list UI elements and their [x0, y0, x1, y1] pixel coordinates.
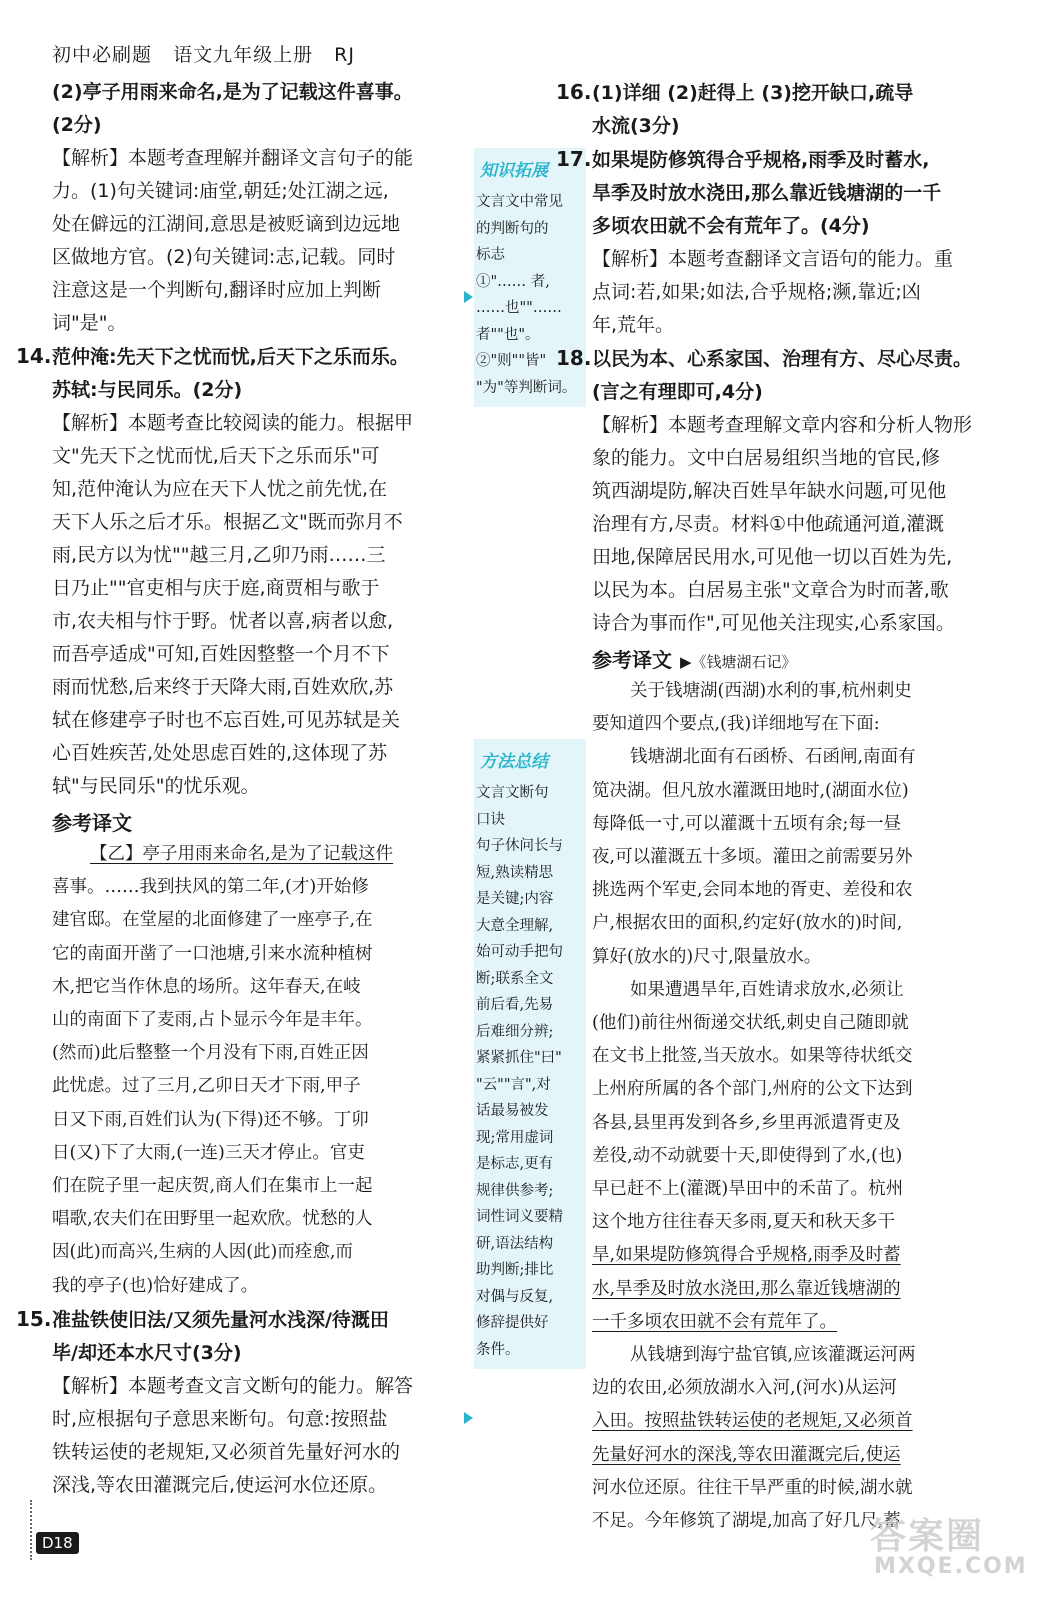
method-line: 研,语法结构: [476, 1235, 554, 1252]
method-line: 词性词义要精: [476, 1209, 563, 1225]
q18-analysis-line: 【解析】本题考查理解文章内容和分析人物形: [592, 414, 973, 436]
q14-analysis-line: 文"先天下之忧而忧,后天下之乐而乐"可: [52, 445, 380, 467]
q17-analysis-line: 点词:若,如果;如法,合乎规格;濒,靠近;凶: [592, 281, 921, 303]
translation-line: 我的亭子(也)恰好建成了。: [52, 1275, 259, 1296]
reference-translation-title: 参考译文: [592, 648, 672, 672]
q15-answer-line: [16, 1303, 464, 1337]
translation-line: (然而)此后整整一个月没有下雨,百姓正因: [52, 1043, 369, 1064]
pointer-arrow-icon: [464, 291, 473, 303]
translation-line: 【乙】亭子用雨来命名,是为了记载这件: [90, 844, 394, 864]
knowledge-line: 的判断句的: [476, 220, 549, 237]
translation-line: 钱塘湖北面有石函桥、石函闸,南面有: [630, 747, 916, 768]
q14-analysis-line: 天下人乐之后才乐。根据乙文"既而弥月不: [52, 511, 403, 533]
q18-analysis-line: 田地,保障居民用水,可见他一切以百姓为先,: [592, 546, 953, 568]
edition-label: RJ: [334, 44, 355, 66]
method-line: 断;联系全文: [476, 970, 554, 987]
translation-line: 在文书上批签,当天放水。如果等待状纸交: [592, 1046, 913, 1067]
knowledge-line: 者""也"。: [476, 326, 540, 343]
q13-answer-line: (2)亭子用雨来命名,是为了记载这件喜事。: [52, 81, 413, 103]
translation-line: 一千多顷农田就不会有荒年了。: [592, 1311, 837, 1332]
method-line: 大意全理解,: [476, 917, 554, 934]
method-line: 后难细分辨;: [476, 1023, 554, 1040]
q15-answer-text: 准盐铁使旧法/又须先量河水浅深/待溉田: [52, 1308, 389, 1331]
knowledge-line: ……也""……: [476, 300, 562, 316]
translation-line: 旱,如果堤防修筑得合乎规格,雨季及时蓄: [592, 1245, 901, 1266]
q14-analysis-line: 市,农夫相与忭于野。忧者以喜,病者以愈,: [52, 610, 394, 632]
q18-answer-line: [556, 342, 1017, 376]
series-name: 初中必刷题: [52, 44, 153, 66]
q18-analysis-line: 以民为本。白居易主张"文章合为时而著,歌: [592, 579, 949, 601]
right-column: [556, 76, 1017, 1538]
q17-answer-text: 如果堤防修筑得合乎规格,雨季及时蓄水,: [592, 149, 930, 171]
subject-name: 语文九年级上册: [173, 44, 314, 66]
q14-analysis-line: 知,范仲淹认为应在天下人忧之前先忧,在: [52, 478, 388, 500]
method-line: "云""言",对: [476, 1076, 551, 1093]
q16-answer-line: 水流(3分): [592, 115, 680, 137]
q18-analysis-line: 治理有方,尽责。材料①中他疏通河道,灌溉: [592, 513, 945, 535]
q13-analysis-line: 力。(1)句关键词:庙堂,朝廷;处江湖之远,: [52, 180, 389, 202]
translation-line: 们在院子里一起庆贺,商人们在集市上一起: [52, 1176, 373, 1197]
translation-line: 这个地方往往春天多雨,夏天和秋天多干: [592, 1212, 896, 1233]
method-line: 句子休问长与: [476, 838, 563, 854]
q15-analysis-line: 深浅,等农田灌溉完后,使运河水位还原。: [52, 1473, 388, 1496]
method-line: 口诀: [476, 811, 505, 828]
translation-line: 唱歌,农夫们在田野里一起欢欣。忧愁的人: [52, 1209, 373, 1230]
q14-analysis-line: 【解析】本题考查比较阅读的能力。根据甲: [52, 412, 414, 434]
knowledge-line: ②"则""皆": [476, 353, 547, 369]
q14-analysis-line: 雨,民方以为忧""越三月,乙卯乃雨……三: [52, 544, 386, 566]
translation-line: 此忧虑。过了三月,乙卯日天才下雨,甲子: [52, 1076, 361, 1097]
q15-analysis-line: 时,应根据句子意思来断句。句意:按照盐: [52, 1407, 388, 1430]
translation-line: 上州府所属的各个部门,州府的公文下达到: [592, 1079, 913, 1100]
translation-line: (他们)前往州衙递交状纸,刺史自己随即就: [592, 1013, 909, 1034]
knowledge-box-title: 知识拓展: [480, 161, 548, 181]
reference-translation-header: [592, 644, 1017, 673]
translation-line: 关于钱塘湖(西湖)水利的事,杭州刺史: [630, 681, 912, 701]
q16-answer-line: [556, 76, 1017, 110]
method-line: 话最易被发: [476, 1103, 549, 1119]
translation-line: 挑选两个军吏,会同本地的胥吏、差役和农: [592, 880, 913, 901]
knowledge-line: ①"…… 者,: [476, 273, 550, 290]
q14-analysis-line: 日乃止""官吏相与庆于庭,商贾相与歌于: [52, 577, 380, 599]
sidebar: [474, 148, 584, 1369]
q14-answer-line: [16, 340, 464, 374]
q14-answer-line: 苏轼:与民同乐。(2分): [52, 379, 243, 401]
q18-analysis-line: 筑西湖堤防,解决百姓旱年缺水问题,可见他: [592, 480, 947, 502]
translation-line: 日又下雨,百姓们认为(下得)还不够。丁卯: [52, 1109, 369, 1130]
pointer-arrow-icon: [464, 1412, 473, 1424]
method-line: 文言文断句: [476, 785, 549, 801]
q18-number: 18.: [556, 346, 592, 370]
reference-source: ▶《钱塘湖石记》: [680, 653, 797, 671]
q14-analysis-line: 雨而忧愁,后来终于天降大雨,百姓欢欣,苏: [52, 676, 394, 698]
q14-analysis-line: 轼"与民同乐"的忧乐观。: [52, 775, 260, 797]
method-line: 紧紧抓住"曰": [476, 1050, 562, 1066]
translation-line: 笕决湖。但凡放水灌溉田地时,(湖面水位): [592, 780, 909, 801]
method-line: 对偶与反复,: [476, 1288, 554, 1305]
translation-line: 早已赶不上(灌溉)旱田中的禾苗了。杭州: [592, 1179, 904, 1200]
q13-analysis-line: 【解析】本题考查理解并翻译文言句子的能: [52, 147, 414, 169]
translation-line: 从钱塘到海宁盐官镇,应该灌溉运河两: [630, 1345, 916, 1366]
translation-line: 要知道四个要点,(我)详细地写在下面:: [592, 714, 880, 735]
method-line: 条件。: [476, 1341, 520, 1358]
method-line: 是关键;内容: [476, 891, 554, 907]
q18-analysis-line: 诗合为事而作",可见他关注现实,心系家国。: [592, 612, 955, 634]
translation-line: 建官邸。在堂屋的北面修建了一座亭子,在: [52, 910, 373, 931]
translation-line: 算好(放水的)尺寸,限量放水。: [592, 946, 822, 967]
q13-analysis-line: 处在僻远的江湖间,意思是被贬谪到边远地: [52, 213, 401, 235]
q18-analysis-line: 象的能力。文中白居易组织当地的官民,修: [592, 447, 941, 469]
watermark-url: MXQE.COM: [874, 1554, 1028, 1579]
translation-line: 不足。今年修筑了湖堤,加高了好几尺,蓄: [592, 1511, 901, 1532]
q18-answer-line: (言之有理即可,4分): [592, 381, 763, 403]
q17-answer-line: [556, 143, 1017, 177]
q13-analysis-line: 注意这是一个判断句,翻译时应加上判断: [52, 279, 382, 301]
page-header: [52, 40, 369, 67]
q15-answer-line: 毕/却还本水尺寸(3分): [52, 1341, 242, 1364]
translation-line: 差役,动不动就要十天,即使得到了水,(也): [592, 1145, 903, 1166]
translation-line: 喜事。……我到扶风的第二年,(才)开始修: [52, 877, 369, 898]
q13-answer-line: (2分): [52, 114, 102, 136]
q17-analysis-line: 年,荒年。: [592, 314, 675, 336]
watermark-logo: 答案圈: [870, 1516, 985, 1557]
method-line: 助判断;排比: [476, 1262, 554, 1278]
knowledge-line: 标志: [476, 247, 505, 263]
translation-line: 各县,县里再发到各乡,乡里再派遣胥吏及: [592, 1112, 901, 1133]
method-line: 是标志,更有: [476, 1156, 554, 1172]
q17-analysis-line: 【解析】本题考查翻译文言语句的能力。重: [592, 248, 954, 270]
translation-line: 入田。按照盐铁转运使的老规矩,又必须首: [592, 1411, 913, 1432]
translation-line: 每降低一寸,可以灌溉十五顷有余;每一昼: [592, 813, 901, 834]
left-column: [16, 76, 464, 1502]
translation-line: 河水位还原。往往干旱严重的时候,湖水就: [592, 1477, 913, 1498]
translation-line: 边的农田,必须放湖水入河,(河水)从运河: [592, 1378, 897, 1399]
translation-line: 先量好河水的深浅,等农田灌溉完后,使运: [592, 1444, 901, 1465]
q14-analysis-line: 轼在修建亭子时也不忘百姓,可见苏轼是关: [52, 709, 401, 731]
q15-number: 15.: [16, 1306, 52, 1331]
page-number: D18: [36, 1532, 79, 1554]
q14-answer-text: 范仲淹:先天下之忧而忧,后天下之乐而乐。: [52, 346, 409, 368]
q14-analysis-line: 心百姓疾苦,处处思虑百姓的,这体现了苏: [52, 742, 388, 764]
q15-analysis-line: 铁转运使的老规矩,又必须首先量好河水的: [52, 1440, 401, 1463]
q16-number: 16.: [556, 80, 592, 104]
method-line: 修辞提供好: [476, 1315, 549, 1331]
translation-line: 水,旱季及时放水浇田,那么靠近钱塘湖的: [592, 1278, 901, 1299]
reference-translation-title: 参考译文: [52, 811, 132, 835]
method-line: 始可动手把句: [476, 944, 563, 960]
knowledge-line: 文言文中常见: [476, 194, 563, 210]
translation-line: 日(又)下了大雨,(一连)三天才停止。官吏: [52, 1142, 365, 1163]
method-line: 短,熟读精思: [476, 864, 554, 881]
knowledge-line: "为"等判断词。: [476, 379, 577, 396]
q14-number: 14.: [16, 344, 52, 368]
method-line: 前后看,先易: [476, 997, 554, 1013]
q14-analysis-line: 而吾亭适成"可知,百姓因整整一个月不下: [52, 643, 390, 665]
method-line: 现;常用虚词: [476, 1129, 554, 1146]
q17-answer-line: 旱季及时放水浇田,那么靠近钱塘湖的一千: [592, 182, 942, 204]
q13-analysis-line: 区做地方官。(2)句关键词:志,记载。同时: [52, 246, 396, 268]
translation-line: 因(此)而高兴,生病的人因(此)而痊愈,而: [52, 1242, 353, 1263]
method-box: [474, 739, 586, 1369]
method-box-title: 方法总结: [480, 752, 548, 772]
q15-analysis-line: 【解析】本题考查文言文断句的能力。解答: [52, 1374, 414, 1397]
method-line: 规律供参考;: [476, 1182, 554, 1199]
q18-answer-text: 以民为本、心系家国、治理有方、尽心尽责。: [592, 348, 973, 370]
translation-line: 户,根据农田的面积,约定好(放水的)时间,: [592, 913, 903, 934]
translation-line: 如果遭遇旱年,百姓请求放水,必须让: [630, 979, 904, 1000]
translation-line: 木,把它当作休息的场所。这年春天,在岐: [52, 976, 361, 997]
margin-dotted-line: [30, 1500, 35, 1560]
q16-answer-text: (1)详细 (2)赶得上 (3)挖开缺口,疏导: [592, 82, 914, 104]
q17-number: 17.: [556, 147, 592, 171]
translation-line: 夜,可以灌溉五十多顷。灌田之前需要另外: [592, 847, 913, 868]
q13-analysis-line: 词"是"。: [52, 312, 127, 334]
translation-line: 山的南面下了麦雨,占卜显示今年是丰年。: [52, 1010, 373, 1031]
q17-answer-line: 多顷农田就不会有荒年了。(4分): [592, 215, 870, 237]
translation-line: 它的南面开凿了一口池塘,引来水流种植树: [52, 943, 373, 964]
